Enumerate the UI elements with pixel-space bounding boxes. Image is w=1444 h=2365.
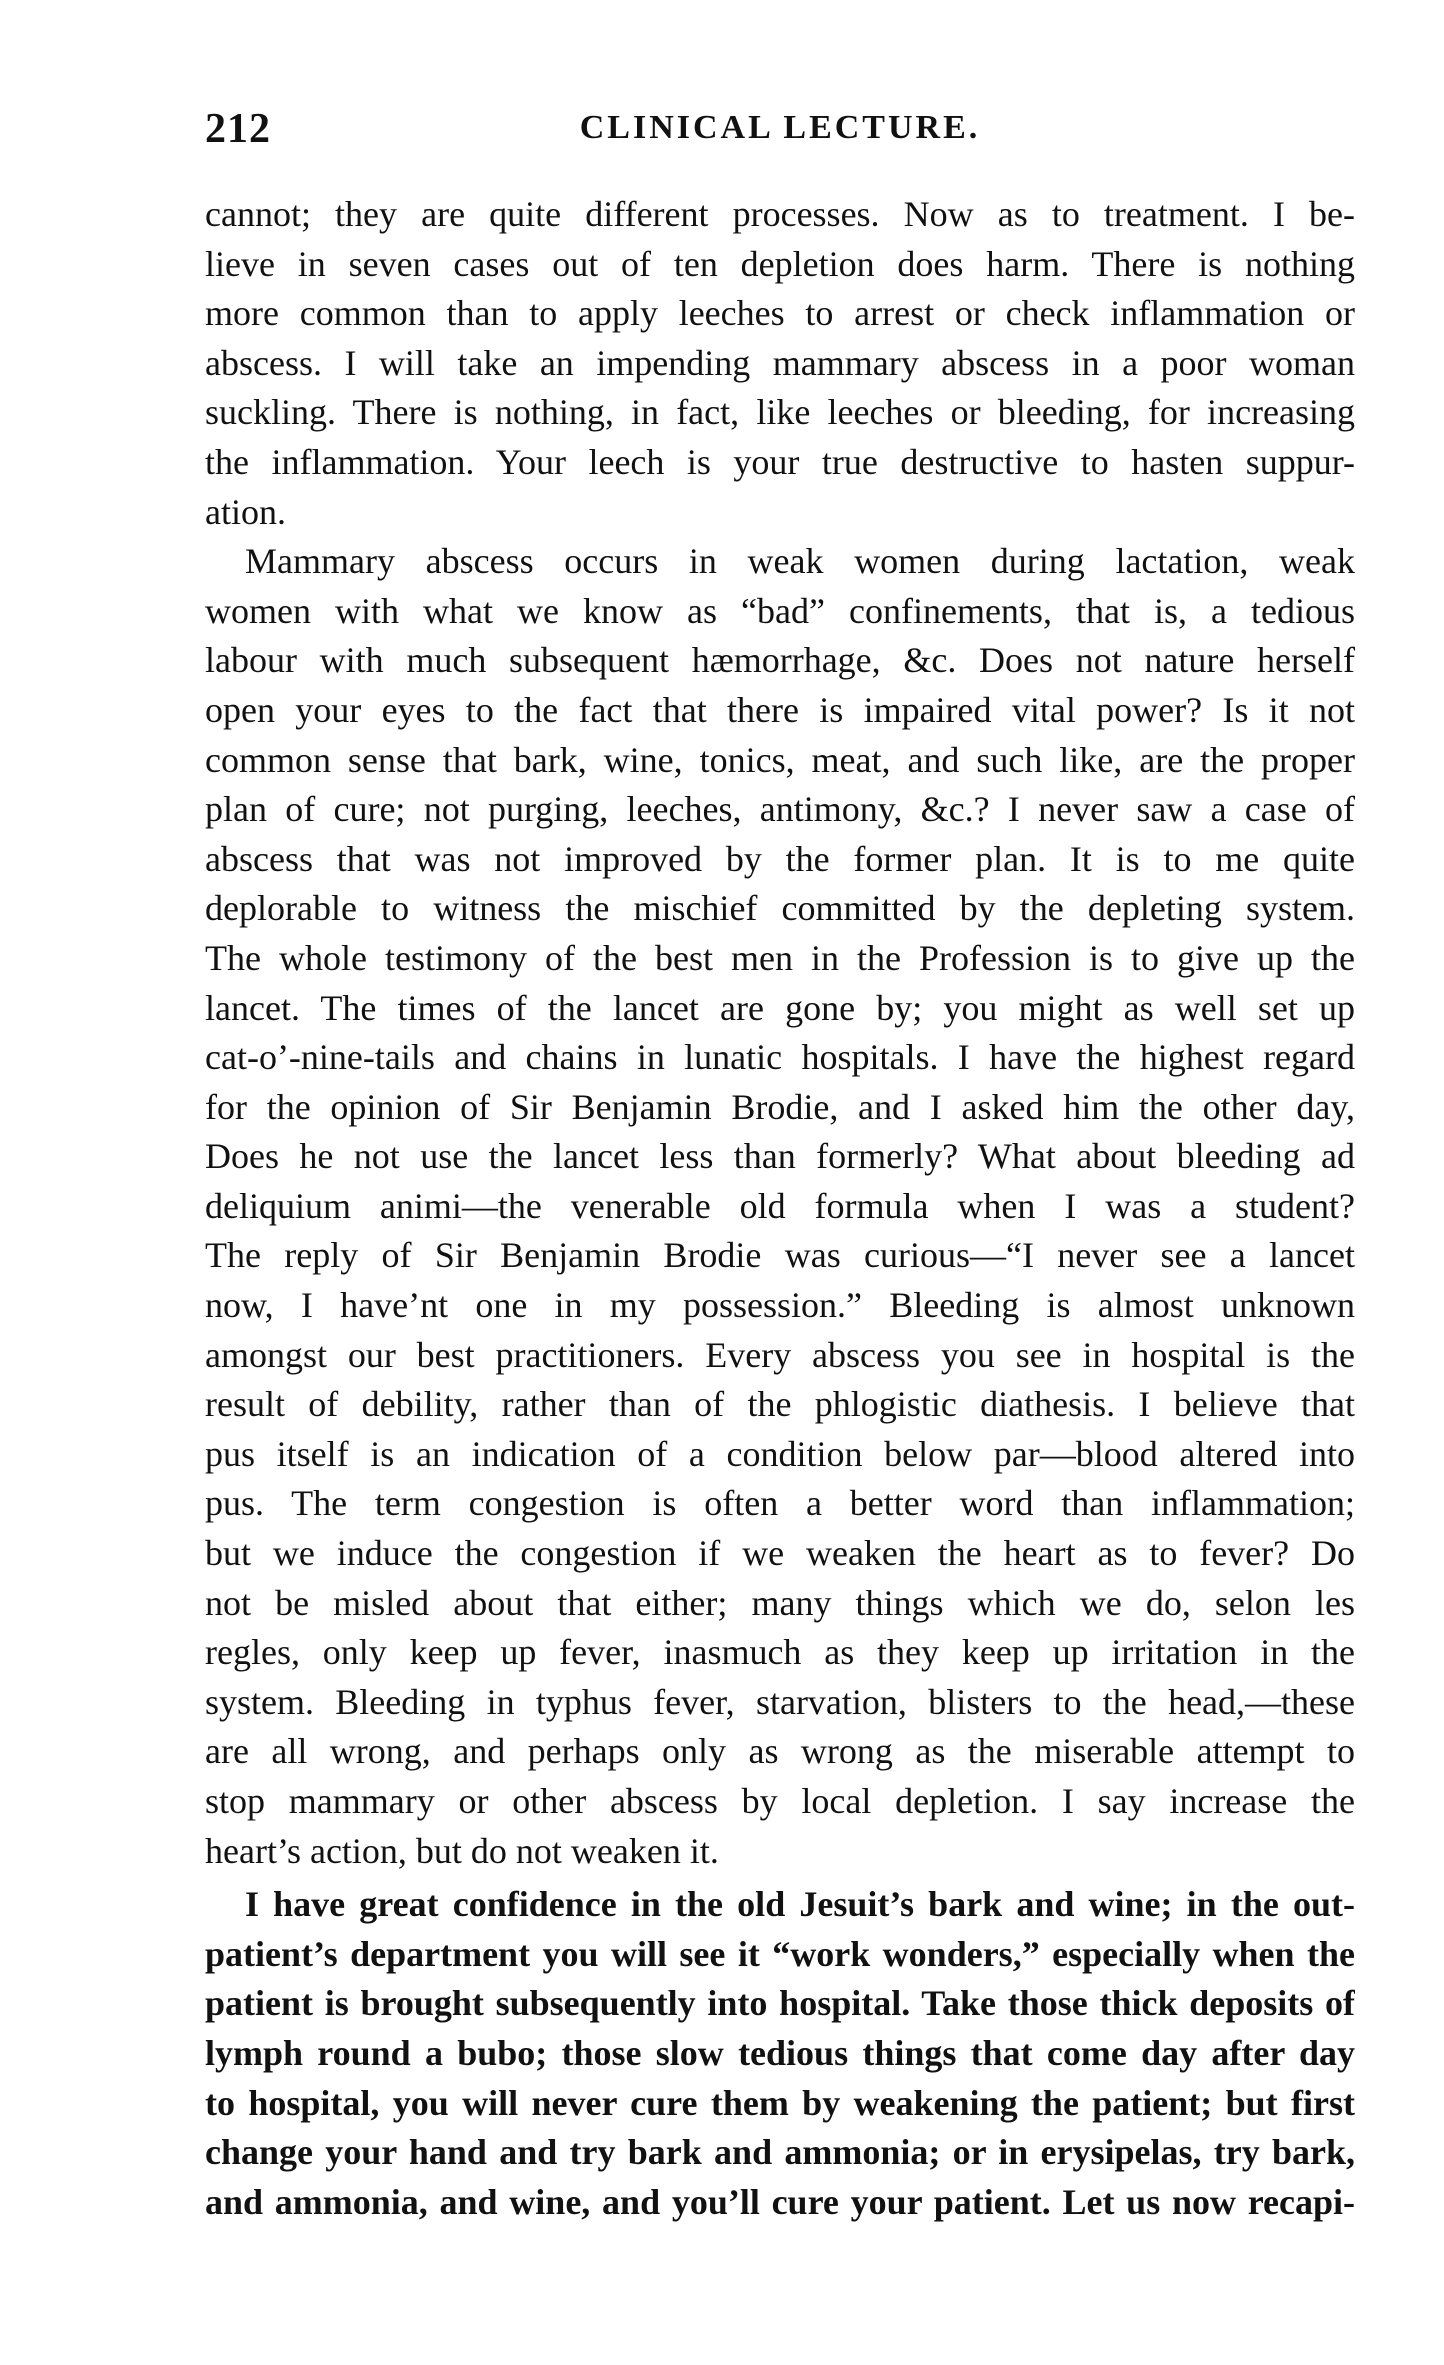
- text-line: the inflammation. Your leech is your true destructive to hasten suppur-: [205, 441, 1355, 482]
- text-line: patient is brought subsequently into hospital. Take those thick deposits of: [205, 1983, 1355, 2024]
- text-line: open your eyes to the fact that there is impaired vital power? Is it not: [205, 689, 1355, 730]
- text-line: ation.: [205, 491, 286, 532]
- text-line: stop mammary or other abscess by local depletion. I say increase the: [205, 1781, 1355, 1821]
- paragraph: [205, 190, 1355, 537]
- text-line: are all wrong, and perhaps only as wrong as the miserable attempt to: [205, 1731, 1355, 1772]
- text-line: The whole testimony of the best men in the Profession is to give up the: [205, 937, 1355, 978]
- text-line: change your hand and try bark and ammonia; or in erysipelas, try bark,: [205, 2132, 1355, 2173]
- text-line: amongst our best practitioners. Every abscess you see in hospital is the: [205, 1334, 1355, 1375]
- text-line: Mammary abscess occurs in weak women during lactation, weak: [245, 541, 1355, 582]
- text-line: result of debility, rather than of the phlogistic diathesis. I believe that: [205, 1384, 1355, 1425]
- text-line: suckling. There is nothing, in fact, like leeches or bleeding, for increasing: [205, 392, 1355, 433]
- text-line: deplorable to witness the mischief committed by the depleting system.: [205, 888, 1355, 929]
- text-line: but we induce the congestion if we weaken the heart as to fever? Do: [205, 1533, 1355, 1574]
- text-line: regles, only keep up fever, inasmuch as they keep up irritation in the: [205, 1632, 1355, 1673]
- page-header: [205, 105, 1355, 165]
- text-line: plan of cure; not purging, leeches, antimony, &c.? I never saw a case of: [205, 789, 1355, 830]
- text-line: abscess that was not improved by the former plan. It is to me quite: [205, 838, 1355, 879]
- text-line: to hospital, you will never cure them by weakening the patient; but first: [205, 2082, 1355, 2123]
- body-text: [205, 190, 1355, 2227]
- text-line: Does he not use the lancet less than formerly? What about bleeding ad: [205, 1136, 1355, 1177]
- text-line: pus. The term congestion is often a better word than inflammation;: [205, 1483, 1355, 1524]
- text-line: labour with much subsequent hæmorrhage, &c. Does not nature herself: [205, 640, 1355, 681]
- page-number: 212: [205, 106, 271, 152]
- text-line: not be misled about that either; many things which we do, selon les: [205, 1582, 1355, 1623]
- text-line: I have great confidence in the old Jesuit’s bark and wine; in the out-: [245, 1884, 1355, 1925]
- running-head: CLINICAL LECTURE.: [579, 109, 981, 146]
- text-line: and ammonia, and wine, and you’ll cure your patient. Let us now recapi-: [205, 2181, 1355, 2222]
- text-line: The reply of Sir Benjamin Brodie was curious—“I never see a lancet: [205, 1235, 1355, 1276]
- text-line: lymph round a bubo; those slow tedious things that come day after day: [205, 2032, 1355, 2073]
- text-line: heart’s action, but do not weaken it.: [205, 1830, 719, 1871]
- text-line: deliquium animi—the venerable old formula when I was a student?: [205, 1185, 1355, 1226]
- text-line: more common than to apply leeches to arrest or check inflammation or: [205, 293, 1355, 334]
- text-line: cannot; they are quite different processes. Now as to treatment. I be-: [205, 194, 1355, 234]
- paragraph: [205, 537, 1355, 1876]
- text-line: for the opinion of Sir Benjamin Brodie, and I asked him the other day,: [205, 1086, 1355, 1127]
- text-line: lieve in seven cases out of ten depletion does harm. There is nothing: [205, 243, 1355, 284]
- text-line: now, I have’nt one in my possession.” Bleeding is almost unknown: [205, 1285, 1355, 1326]
- text-line: system. Bleeding in typhus fever, starvation, blisters to the head,—these: [205, 1681, 1355, 1722]
- text-line: pus itself is an indication of a condition below par—blood altered into: [205, 1433, 1355, 1474]
- text-line: patient’s department you will see it “work wonders,” especially when the: [205, 1933, 1355, 1974]
- paragraph: [205, 1880, 1355, 2227]
- text-line: abscess. I will take an impending mammary abscess in a poor woman: [205, 342, 1355, 383]
- text-line: cat-o’-nine-tails and chains in lunatic hospitals. I have the highest regard: [205, 1037, 1355, 1078]
- text-line: lancet. The times of the lancet are gone by; you might as well set up: [205, 987, 1355, 1028]
- text-line: common sense that bark, wine, tonics, meat, and such like, are the proper: [205, 739, 1355, 780]
- text-line: women with what we know as “bad” confinements, that is, a tedious: [205, 590, 1355, 631]
